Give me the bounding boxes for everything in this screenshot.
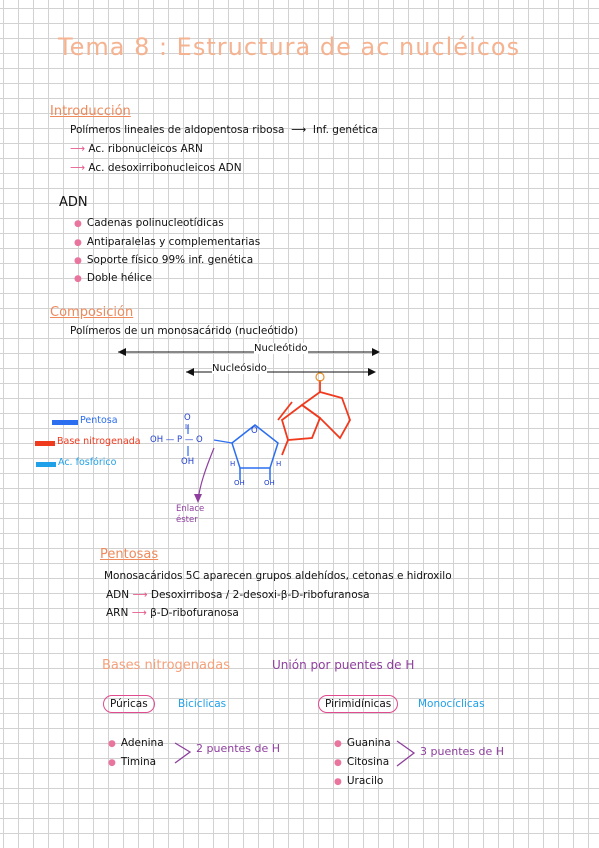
base-item-label: Timina bbox=[120, 756, 157, 768]
pentosas-line: Monosacáridos 5C aparecen grupos aldehídos, cetonas e hidroxilo bbox=[104, 570, 452, 582]
intro-line-text: Polímeros lineales de aldopentosa ribosa bbox=[70, 124, 285, 136]
adn-bullet-text: Doble hélice bbox=[86, 272, 152, 284]
ester-arrow bbox=[198, 448, 214, 500]
biciclicas-label: Bicíclicas bbox=[178, 698, 227, 710]
brace-arrow-icon bbox=[175, 743, 190, 763]
bases-heading: Bases nitrogenadas bbox=[102, 658, 230, 673]
bullet-icon: ● bbox=[334, 739, 342, 749]
pink-arrow-icon: ⟶ bbox=[132, 589, 151, 601]
arrow-right-icon: ⟶ bbox=[287, 124, 310, 136]
phosphate-oh: OH bbox=[181, 457, 195, 467]
ester-label: Enlace éster bbox=[176, 504, 205, 525]
ring-oh: OH bbox=[234, 479, 245, 487]
intro-item-label: Ac. ribonucleicos ARN bbox=[88, 143, 203, 155]
adn-bullet-text: Antiparalelas y complementarias bbox=[86, 236, 261, 248]
base-item bbox=[334, 775, 383, 787]
page-title: Tema 8 : Estructura de ac nucléicos bbox=[58, 33, 521, 61]
base-item bbox=[108, 737, 164, 749]
adn-bullet-text: Cadenas polinucleotídicas bbox=[86, 217, 224, 229]
pentosas-adn-label: ADN bbox=[106, 589, 130, 601]
composicion-heading: Composición bbox=[50, 305, 134, 320]
base-item-label: Guanina bbox=[346, 737, 391, 749]
bases-union: Unión por puentes de H bbox=[272, 658, 415, 672]
intro-heading: Introducción bbox=[50, 104, 131, 119]
pentosas-arn-label: ARN bbox=[106, 607, 129, 619]
pentosas-arn-value: β-D-ribofuranosa bbox=[150, 607, 239, 619]
bullet-icon: ● bbox=[74, 238, 82, 248]
legend-label: Pentosa bbox=[80, 415, 118, 426]
bullet-icon: ● bbox=[334, 758, 342, 768]
pink-arrow-icon: ⟶ bbox=[131, 607, 151, 619]
ring-h: H bbox=[276, 460, 282, 468]
phosphate-row: OH — P — O bbox=[150, 435, 203, 445]
legend-swatch-fosforico bbox=[36, 462, 56, 467]
base-item-label: Citosina bbox=[346, 756, 390, 768]
legend-swatch-pentosa bbox=[52, 420, 78, 425]
purinas-pill: Púricas bbox=[103, 695, 155, 713]
base-oxygen bbox=[316, 373, 324, 381]
pentosas-adn-value: Desoxirribosa / 2-desoxi-β-D-ribofuranosa bbox=[150, 589, 370, 601]
pentosas-arn bbox=[106, 607, 239, 619]
ring-h: H bbox=[230, 460, 236, 468]
arrow-left-icon bbox=[118, 348, 126, 356]
nucleosido-label: Nucleósido bbox=[212, 363, 267, 374]
base-item bbox=[334, 737, 391, 749]
bullet-icon: ● bbox=[334, 777, 342, 787]
legend-label: Ac. fosfórico bbox=[58, 457, 117, 468]
bullet-icon: ● bbox=[74, 219, 82, 229]
composicion-line: Polímeros de un monosacárido (nucleótido) bbox=[70, 325, 299, 337]
monociclicas-label: Monocíclicas bbox=[418, 698, 485, 710]
arrow-left-icon bbox=[186, 368, 194, 376]
base-item bbox=[108, 756, 156, 768]
pentosas-heading: Pentosas bbox=[100, 547, 159, 562]
adn-heading: ADN bbox=[59, 195, 88, 210]
base-ring bbox=[278, 380, 350, 455]
ring-oxygen: O bbox=[251, 426, 258, 436]
legend-swatch-base bbox=[35, 441, 55, 446]
nucleotido-label: Nucleótido bbox=[254, 343, 308, 354]
pink-arrow-icon: ⟶ bbox=[70, 143, 89, 155]
phosphate-double-bond: II bbox=[185, 423, 190, 431]
legend-label: Base nitrogenada bbox=[57, 436, 141, 447]
base-item-label: Uracilo bbox=[346, 775, 384, 787]
base-item bbox=[334, 756, 389, 768]
phosphate-o-top: O bbox=[184, 413, 191, 423]
brace-arrow-icon bbox=[397, 741, 414, 766]
bullet-icon: ● bbox=[108, 758, 116, 768]
arrow-right-icon bbox=[368, 368, 376, 376]
arrow-right-icon bbox=[372, 348, 380, 356]
purinas-puentes: 2 puentes de H bbox=[196, 742, 281, 755]
bullet-icon: ● bbox=[74, 256, 82, 266]
pink-arrow-icon: ⟶ bbox=[70, 162, 89, 174]
adn-bullet-text: Soporte físico 99% inf. genética bbox=[86, 254, 254, 266]
pirimidinas-puentes: 3 puentes de H bbox=[420, 745, 505, 758]
intro-line-result: Inf. genética bbox=[312, 124, 378, 136]
base-item-label: Adenina bbox=[120, 737, 164, 749]
arrow-down-icon bbox=[194, 494, 202, 503]
pirimidinas-pill: Pirimidínicas bbox=[318, 695, 398, 713]
intro-item-label: Ac. desoxirribonucleicos ADN bbox=[88, 162, 242, 174]
pentosas-adn bbox=[106, 589, 370, 601]
bullet-icon: ● bbox=[108, 739, 116, 749]
ring-oh: OH bbox=[264, 479, 275, 487]
bullet-icon: ● bbox=[74, 274, 82, 284]
